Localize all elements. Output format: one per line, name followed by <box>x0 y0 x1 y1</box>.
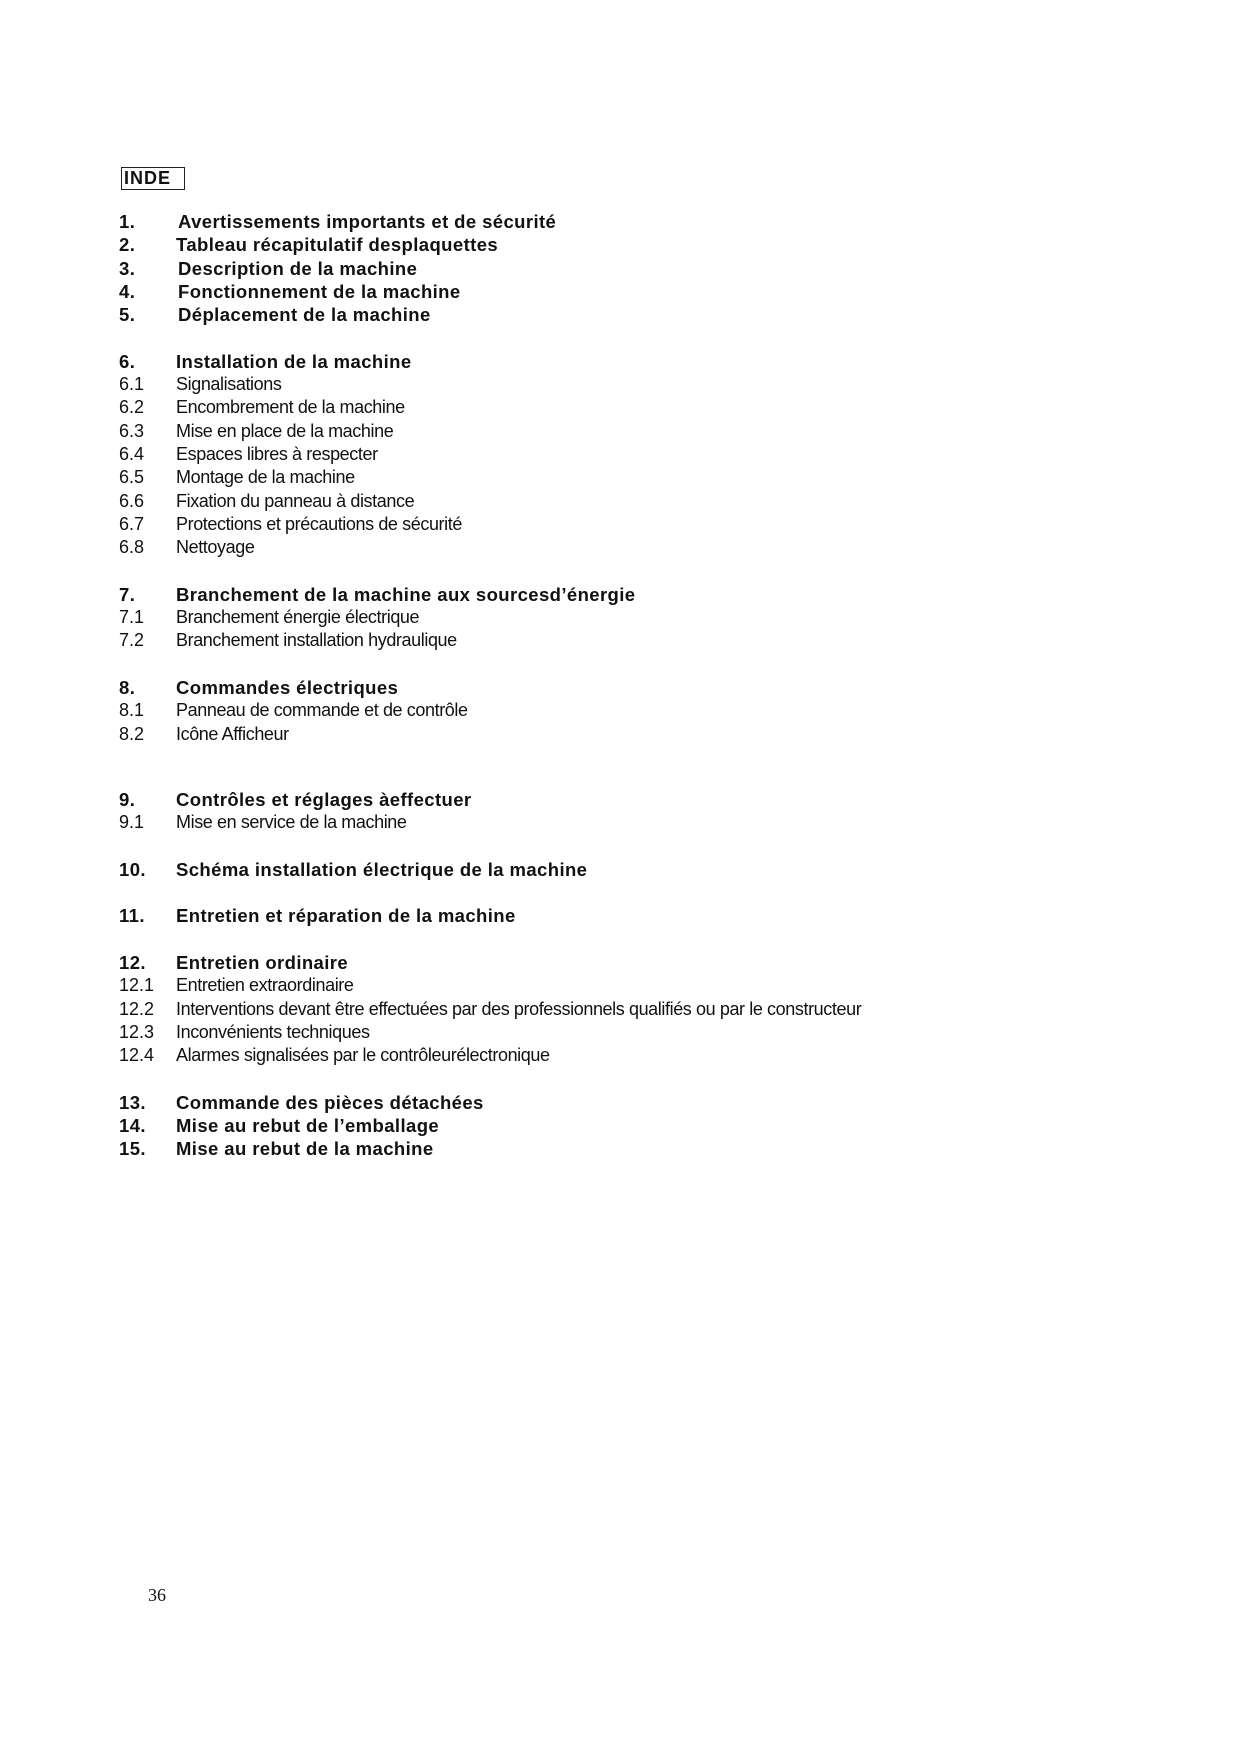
toc-subsection <box>119 513 1119 536</box>
toc-title: Panneau de commande et de contrôle <box>176 700 468 721</box>
toc-subsection <box>119 699 1119 722</box>
toc-number: 5. <box>119 304 136 326</box>
toc-subsection <box>119 974 1119 997</box>
toc-number: 7. <box>119 583 136 605</box>
toc-number: 7.1 <box>119 607 145 628</box>
toc-number: 6.1 <box>119 374 145 395</box>
toc-subsection <box>119 606 1119 629</box>
toc-number: 8. <box>119 677 136 698</box>
toc-title: Branchement énergie électrique <box>176 607 420 628</box>
toc-title: Déplacement de la machine <box>178 304 431 326</box>
toc-subsection <box>119 998 1119 1021</box>
toc-section <box>119 1137 1119 1160</box>
toc-section <box>119 303 1119 326</box>
toc-title: Commandes électriques <box>176 677 399 698</box>
toc-title: Nettoyage <box>176 537 255 558</box>
toc-subsection <box>119 1044 1119 1067</box>
toc-title: Espaces libres à respecter <box>176 444 378 464</box>
toc-section <box>119 257 1119 280</box>
index-title: INDE <box>121 167 185 190</box>
toc-subsection <box>119 629 1119 652</box>
toc-section <box>119 858 1119 881</box>
toc-title: Entretien extraordinaire <box>176 975 354 996</box>
toc-number: 12. <box>119 951 146 973</box>
toc-number: 4. <box>119 280 136 302</box>
toc-title: Icône Afficheur <box>176 723 289 744</box>
toc-title: Description de la machine <box>178 257 418 279</box>
toc-number: 6.6 <box>119 490 145 511</box>
toc-subsection <box>119 420 1119 443</box>
toc-section <box>119 676 1119 699</box>
toc-title: Protections et précautions de sécurité <box>176 513 462 534</box>
toc-number: 6.5 <box>119 467 145 488</box>
toc-title: Branchement de la machine aux sourcesd’énergie <box>176 583 636 605</box>
toc-number: 9.1 <box>119 812 145 833</box>
toc-number: 10. <box>119 858 146 880</box>
toc-subsection <box>119 1021 1119 1044</box>
toc-section <box>119 583 1119 606</box>
page-number: 36 <box>148 1585 166 1605</box>
toc-subsection <box>119 490 1119 513</box>
toc-subsection <box>119 536 1119 559</box>
toc-title: Alarmes signalisées par le contrôleurélectronique <box>176 1045 550 1066</box>
toc-number: 9. <box>119 788 136 810</box>
toc-number: 12.2 <box>119 998 155 1019</box>
toc-subsection <box>119 723 1119 746</box>
toc-title: Contrôles et réglages àeffectuer <box>176 788 472 810</box>
toc-number: 11. <box>119 905 145 927</box>
toc-subsection <box>119 443 1119 466</box>
toc-subsection <box>119 811 1119 834</box>
toc-title: Inconvénients techniques <box>176 1021 370 1042</box>
toc-title: Mise au rebut de l’emballage <box>176 1115 440 1136</box>
toc-number: 3. <box>119 257 136 279</box>
toc-title: Schéma installation électrique de la machine <box>176 858 588 880</box>
toc-section <box>119 280 1119 303</box>
toc-title: Mise en service de la machine <box>176 812 407 833</box>
toc-title: Mise en place de la machine <box>176 420 394 441</box>
toc-subsection <box>119 396 1119 419</box>
toc-number: 6.2 <box>119 397 145 418</box>
toc-section <box>119 350 1119 373</box>
toc-number: 6.8 <box>119 537 145 558</box>
toc-title: Entretien ordinaire <box>176 951 349 973</box>
toc-number: 6.3 <box>119 420 145 441</box>
toc-section <box>119 1114 1119 1137</box>
toc-section <box>119 951 1119 974</box>
toc-title: Tableau récapitulatif desplaquettes <box>176 234 499 256</box>
toc-number: 2. <box>119 234 136 256</box>
toc-number: 14. <box>119 1115 146 1136</box>
toc-number: 6. <box>119 350 136 372</box>
toc-title: Interventions devant être effectuées par des professionnels qualifiés ou par le constructeur <box>176 998 862 1019</box>
toc-title: Commande des pièces détachées <box>176 1091 484 1113</box>
toc-number: 15. <box>119 1138 146 1160</box>
toc-title: Entretien et réparation de la machine <box>176 905 516 927</box>
toc-number: 6.4 <box>119 444 145 464</box>
toc-number: 8.2 <box>119 723 145 744</box>
toc-number: 6.7 <box>119 513 145 534</box>
toc-number: 13. <box>119 1091 146 1113</box>
toc-title: Fonctionnement de la machine <box>178 280 461 302</box>
toc-title: Encombrement de la machine <box>176 397 405 418</box>
toc-title: Signalisations <box>176 374 282 395</box>
toc-number: 8.1 <box>119 700 145 721</box>
toc-number: 1. <box>119 211 136 232</box>
toc-number: 7.2 <box>119 630 145 651</box>
toc-section <box>119 788 1119 811</box>
toc-title: Mise au rebut de la machine <box>176 1138 434 1160</box>
toc-title: Branchement installation hydraulique <box>176 630 457 651</box>
toc-title: Avertissements importants et de sécurité <box>178 211 557 232</box>
toc-subsection <box>119 373 1119 396</box>
toc-title: Fixation du panneau à distance <box>176 490 415 511</box>
toc-section <box>119 210 1119 233</box>
toc-number: 12.4 <box>119 1045 155 1066</box>
toc-section <box>119 233 1119 256</box>
toc-subsection <box>119 466 1119 489</box>
toc-number: 12.3 <box>119 1021 155 1042</box>
toc-section <box>119 1091 1119 1114</box>
toc-section <box>119 904 1119 927</box>
toc-title: Montage de la machine <box>176 467 355 488</box>
toc-title: Installation de la machine <box>176 350 412 372</box>
toc-number: 12.1 <box>119 975 155 996</box>
